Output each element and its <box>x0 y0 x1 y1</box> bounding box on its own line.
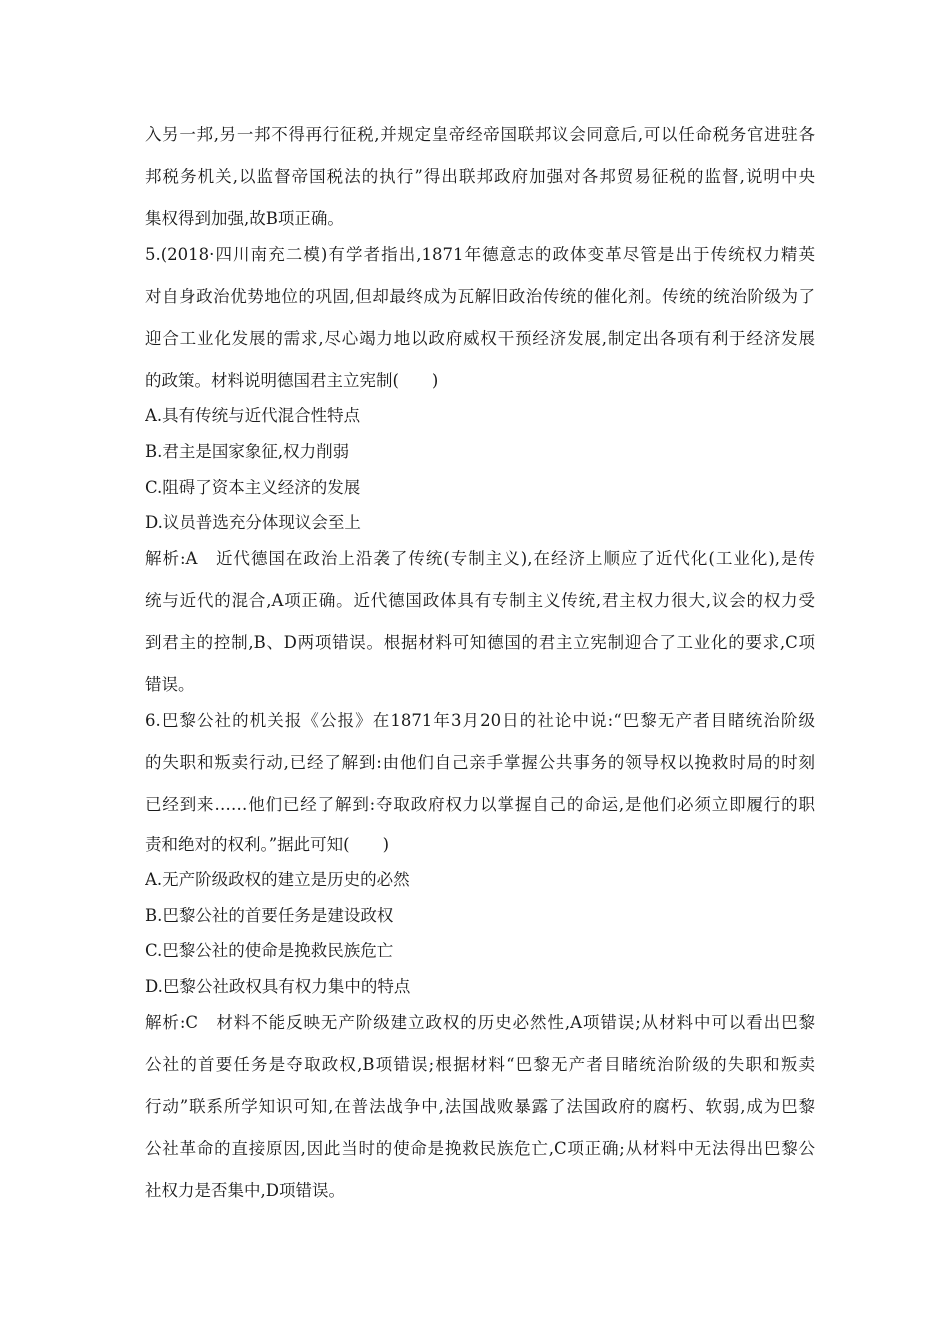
analysis-5: 解析:A 近代德国在政治上沿袭了传统(专制主义),在经济上顺应了近代化(工业化),是传 <box>145 549 815 568</box>
text-line: 集权得到加强,故B项正确。 <box>145 209 344 228</box>
option-b: B.巴黎公社的首要任务是建设政权 <box>145 906 394 925</box>
text-line: 行动”联系所学知识可知,在普法战争中,法国战败暴露了法国政府的腐朽、软弱,成为巴黎 <box>145 1097 815 1116</box>
text-line: 对自身政治优势地位的巩固,但却最终成为瓦解旧政治传统的催化剂。传统的统治阶级为了 <box>145 287 815 306</box>
text-line: 社权力是否集中,D项错误。 <box>145 1181 345 1200</box>
text-line: 到君主的控制,B、D两项错误。根据材料可知德国的君主立宪制迎合了工业化的要求,C项 <box>145 633 815 652</box>
option-d: D.议员普选充分体现议会至上 <box>145 513 361 532</box>
option-a: A.具有传统与近代混合性特点 <box>145 406 361 425</box>
text-line: 的政策。材料说明德国君主立宪制( ) <box>145 371 439 390</box>
text-line: 责和绝对的权利。”据此可知( ) <box>145 835 390 854</box>
text-line: 迎合工业化发展的需求,尽心竭力地以政府威权干预经济发展,制定出各项有利于经济发展 <box>145 329 815 348</box>
text-line: 入另一邦,另一邦不得再行征税,并规定皇帝经帝国联邦议会同意后,可以任命税务官进驻各 <box>145 125 815 144</box>
option-b: B.君主是国家象征,权力削弱 <box>145 442 350 461</box>
analysis-6: 解析:C 材料不能反映无产阶级建立政权的历史必然性,A项错误;从材料中可以看出巴黎 <box>145 1013 815 1032</box>
option-d: D.巴黎公社政权具有权力集中的特点 <box>145 977 411 996</box>
question-6-stem: 6.巴黎公社的机关报《公报》在1871年3月20日的社论中说:“巴黎无产者目睹统治阶级 <box>145 711 815 730</box>
text-line: 公社的首要任务是夺取政权,B项错误;根据材料“巴黎无产者目睹统治阶级的失职和叛卖 <box>145 1055 815 1074</box>
text-line: 错误。 <box>145 675 195 694</box>
text-line: 邦税务机关,以监督帝国税法的执行”得出联邦政府加强对各邦贸易征税的监督,说明中央 <box>145 167 815 186</box>
option-a: A.无产阶级政权的建立是历史的必然 <box>145 870 410 889</box>
option-c: C.巴黎公社的使命是挽救民族危亡 <box>145 941 394 960</box>
text-line: 已经到来……他们已经了解到:夺取政府权力以掌握自己的命运,是他们必须立即履行的职 <box>145 795 815 814</box>
text-line: 统与近代的混合,A项正确。近代德国政体具有专制主义传统,君主权力很大,议会的权力受 <box>145 591 815 610</box>
text-line: 的失职和叛卖行动,已经了解到:由他们自己亲手掌握公共事务的领导权以挽救时局的时刻 <box>145 753 815 772</box>
question-5-stem: 5.(2018·四川南充二模)有学者指出,1871年德意志的政体变革尽管是出于传统权力精英 <box>145 245 815 264</box>
text-line: 公社革命的直接原因,因此当时的使命是挽救民族危亡,C项正确;从材料中无法得出巴黎公 <box>145 1139 815 1158</box>
option-c: C.阻碍了资本主义经济的发展 <box>145 478 361 497</box>
